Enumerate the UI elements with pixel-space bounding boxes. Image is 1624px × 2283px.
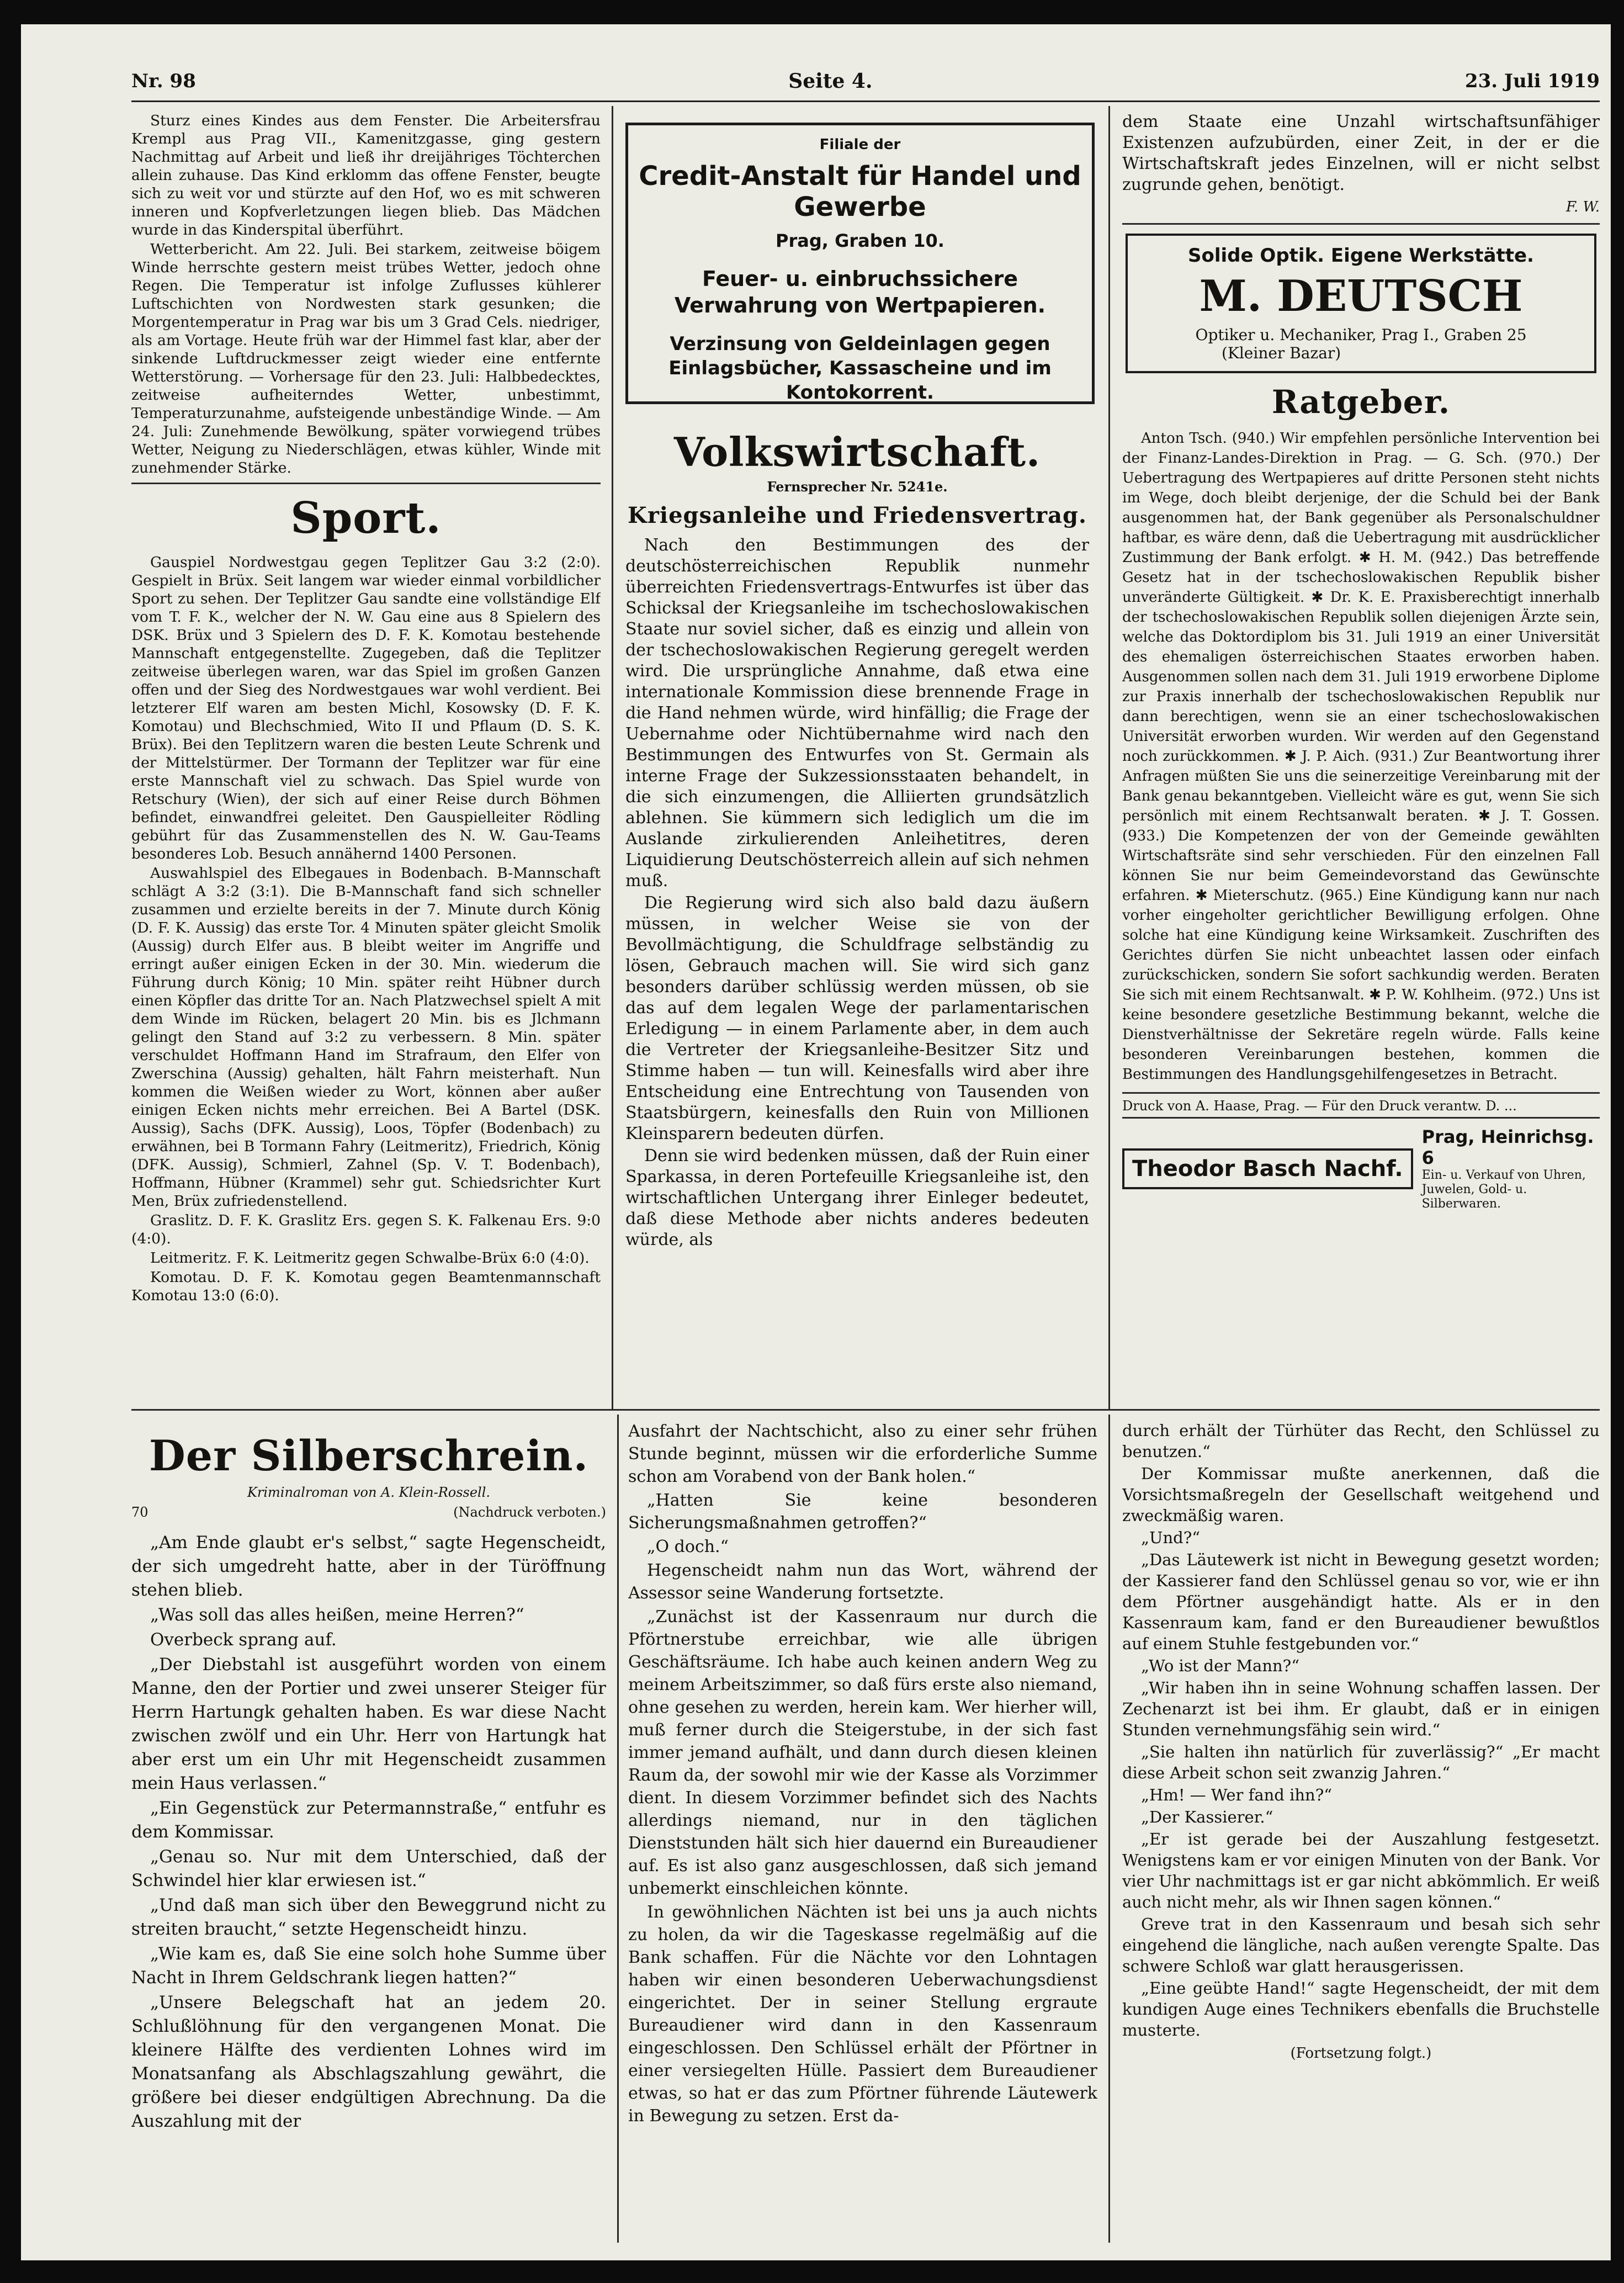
sport-report: Gauspiel Nordwestgau gegen Teplitzer Gau 3:2 (2:0). Gespielt in Brüx. Seit langem war wieder einmal vorbildlicher Sport zu sehen. Der Teplitzer Gau sandte eine vollständige Elf vom T. F. K., welcher der N. W. Gau eine aus 8 Spielern des DSK. Brüx und 3 Spielern des D. F. K. Komotau bestehende Mannschaft entgegenstellte. Zugegeben, daß die Teplitzer zeitweise überlegen waren, war das Spiel im großen Ganzen offen und der Sieg des Nordwestgaues war wohl verdient. Bei letzterer Elf waren am besten Michl, Kosowsky (D. F. K. Komotau) und Blechschmied, Wito II und Pflaum (D. S. K. Brüx). Bei den Teplitzern waren die besten Leute Schrenk und der Mittelstürmer. Der Tormann der Teplitzer war für eine erste Mannschaft viel zu schwach. Das Spiel wurde von Retschury (Wien), der sich auf einer Reise durch Böhmen befindet, einwandfrei geleitet. Den Gauspielleiter Rödling gebührt für das Zusammenstellen des N. W. Gau-Teams besonderes Lob. Besuch annähernd 1400 Personen. (131, 554, 601, 862)
story-paragraph: „Am Ende glaubt er's selbst,“ sagte Hegenscheidt, der sich umgedreht hatte, aber in der Türöffnung stehen blieb. (131, 1533, 606, 1600)
story-paragraph: „Wir haben ihn in seine Wohnung schaffen lassen. Der Zechenarzt ist bei ihm. Er glaubt, daß er in einigen Stunden vernehmungsfähig sein wird.“ (1122, 1678, 1600, 1739)
page-number: Seite 4. (788, 70, 873, 93)
ad-optik-address: Optiker u. Mechaniker, Prag I., Graben 25 (1195, 326, 1527, 344)
sport-result: Komotau. D. F. K. Komotau gegen Beamtenmannschaft Komotau 13:0 (6:0). (131, 1269, 601, 1304)
story-paragraph: „Der Diebstahl ist ausgeführt worden von einem Manne, den der Portier und zwei unserer Steiger für Herrn Hartungk gehalten haben. Es war diese Nacht zwischen zwölf und ein Uhr. Herr von Hartungk hat aber erst um ein Uhr mit Hegenscheidt zusammen mein Haus verlassen.“ (131, 1655, 606, 1793)
column-rule (617, 1415, 619, 2243)
divider (1122, 1092, 1600, 1094)
volkswirtschaft-heading: Volkswirtschaft. (673, 428, 1041, 475)
story-paragraph: „Sie halten ihn natürlich für zuverlässig?“ „Er macht diese Arbeit schon seit zwanzig Jahren.“ (1122, 1742, 1600, 1782)
issue-date: 23. Juli 1919 (1464, 70, 1600, 92)
ad-basch-wares: Ein- u. Verkauf von Uhren, Juwelen, Gold- u. Silberwaren. (1421, 1168, 1586, 1211)
story-paragraph: „Hatten Sie keine besonderen Sicherungsmaßnahmen getroffen?“ (628, 1491, 1097, 1533)
feuilleton-column-2 (628, 1420, 1097, 2237)
story-paragraph: Der Kommissar mußte anerkennen, daß die Vorsichtsmaßregeln der Gesellschaft weitgehend und zweckmäßig waren. (1122, 1464, 1600, 1525)
story-paragraph: In gewöhnlichen Nächten ist bei uns ja auch nichts zu holen, da wir die Tageskasse regelmäßig auf die Bank schaffen. Für die Nächte vor den Lohntagen haben wir einen besonderen Ueberwachungsdienst eingerichtet. Der in seiner Stellung ergraute Bureaudiener wird dann in den Kassenraum eingeschlossen. Den Schlüssel erhält der Pförtner in einer versiegelten Hülle. Passiert dem Bureaudiener etwas, so hat er das zum Pförtner führende Läutewerk in Bewegung zu setzen. Erst da- (628, 1903, 1097, 2126)
story-paragraph: „Er ist gerade bei der Auszahlung festgesetzt. Wenigstens kam er vor einigen Minuten von der Bank. Vor vier Uhr nachmittags ist er gar nicht abkömmlich. Er weiß auch nicht mehr, als wir Ihnen sagen können.“ (1122, 1830, 1600, 1911)
story-paragraph: „Genau so. Nur mit dem Unterschied, daß der Schwindel hier klar erwiesen ist.“ (131, 1847, 606, 1890)
reprint-note: (Nachdruck verboten.) (453, 1505, 606, 1520)
feuilleton-title: Der Silberschrein. (148, 1431, 589, 1480)
story-paragraph: „Unsere Belegschaft hat an jedem 20. Schlußlöhnung für den vergangenen Monat. Die kleinere Hälfte des verdienten Lohnes wird im Monatsanfang als Abschlagszahlung gewährt, die größere bei dieser endgültigen Abrechnung. Da die Auszahlung mit der (131, 1993, 606, 2131)
column-1-top (131, 112, 601, 1403)
ad-credit-interest: Verzinsung von Geldeinlagen gegen Einlagsbücher, Kassascheine und im Kontokorrent. (668, 333, 1052, 404)
ad-optik-location: (Kleiner Bazar) (1222, 344, 1341, 362)
article-paragraph: Die Regierung wird sich also bald dazu äußern müssen, in welcher Weise sie von der Bevollmächtigung, die Schuldfrage selbständig zu lösen, Gebrauch machen will. Sie wird sich ganz besonders darüber schlüssig werden müssen, ob sie das auf dem legalen Wege der parlamentarischen Erledigung — in einem Parlamente aber, in dem auch die Vertreter der Kriegsanleihe-Besitzer Sitz und Stimme haben — tun will. Keinesfalls wird aber ihre Entscheidung eine Entrechtung von Tausenden von Staatsbürgern, keinesfalls den Ruin von Millionen Kleinsparern bedeuten dürfen. (625, 893, 1089, 1143)
divider (1122, 1117, 1600, 1119)
masthead (131, 62, 1600, 102)
ad-optik-slogan: Solide Optik. Eigene Werkstätte. (1188, 245, 1534, 267)
news-item-weather: Wetterbericht. Am 22. Juli. Bei starkem, zeitweise böigem Winde herrschte gestern meist trübes Wetter, jedoch ohne Regen. Die Temperatur ist infolge Zuflusses kühlerer Luftschichten von Nordwesten stark gesunken; die Morgentemperatur in Prag war bis um 3 Grad Cels. niedriger, als am Vortage. Heute früh war der Himmel fast klar, aber der sinkende Luftdruckmesser zeigt wieder eine entfernte Wetterstörung. — Vorhersage für den 23. Juli: Halbbedecktes, zeitweise aufheiterndes Wetter, unbestimmt, Temperaturzunahme, aufsteigende unbeständige Winde. — Am 24. Juli: Zunehmende Bewölkung, später vorwiegend trübes Wetter, Neigung zu Niederschlägen, etwas kühler, Winde mit zunehmender Stärke. (131, 241, 601, 476)
divider (1122, 223, 1600, 225)
story-paragraph: „Und?“ (1141, 1528, 1201, 1547)
story-paragraph: „O doch.“ (647, 1537, 729, 1556)
column-rule (612, 106, 613, 1409)
author-signature: F. W. (1566, 199, 1600, 215)
story-paragraph: Hegenscheidt nahm nun das Wort, während der Assessor seine Wanderung fortsetzte. (628, 1561, 1097, 1603)
ad-credit-address: Prag, Graben 10. (776, 230, 944, 251)
ad-credit-name: Credit-Anstalt für Handel und Gewerbe (639, 161, 1081, 223)
story-paragraph: „Wo ist der Mann?“ (1141, 1656, 1300, 1675)
ad-basch-address: Prag, Heinrichsg. 6 (1421, 1126, 1594, 1168)
sport-heading: Sport. (290, 493, 442, 543)
ad-credit-line1: Filiale der (819, 136, 901, 153)
ad-optik-name: M. DEUTSCH (1199, 271, 1523, 321)
sport-result: Graslitz. D. F. K. Graslitz Ers. gegen S. K. Falkenau Ers. 9:0 (4:0). (131, 1212, 601, 1247)
imprint: Druck von A. Haase, Prag. — Für den Druck verantw. D. ... (1122, 1098, 1517, 1114)
divider (131, 483, 601, 484)
story-paragraph: „Das Läutewerk ist nicht in Bewegung gesetzt worden; der Kassierer fand den Schlüssel genau so vor, wie er ihn dem Pförtner ausgehändigt hatte. Als er in den Kassenraum kam, fand er den Bureaudiener bewußtlos auf einem Stuhle festgebunden vor.“ (1122, 1550, 1600, 1653)
story-paragraph: „Hm! — Wer fand ihn?“ (1141, 1786, 1333, 1804)
story-paragraph: durch erhält der Türhüter das Recht, den Schlüssel zu benutzen.“ (1122, 1421, 1600, 1461)
story-paragraph: Overbeck sprang auf. (150, 1630, 337, 1650)
story-paragraph: „Ein Gegenstück zur Petermannstraße,“ entfuhr es dem Kommissar. (131, 1798, 606, 1842)
feuilleton-byline: Kriminalroman von A. Klein-Rossell. (247, 1485, 491, 1500)
article-paragraph: Nach den Bestimmungen des der deutschösterreichischen Republik nunmehr überreichten Friedensvertrags-Entwurfes ist über das Schicksal der Kriegsanleihe im tschechoslowakischen Staate nur soviel sicher, daß es einzig und allein von der tschechoslowakischen Regierung geregelt werden wird. Die ursprüngliche Annahme, daß etwa eine internationale Kommission diese brennende Frage in die Hand nehmen würde, wird hinfällig; die Frage der Uebernahme oder Nichtübernahme wird nach den Bestimmungen des Entwurfes von St. Germain als interne Frage der Sukzessionsstaaten behandelt, in die sich einzumengen, die Alliierten grundsätzlich ablehnen. Sie kümmern sich lediglich um die im Auslande zirkulierenden Anleihetitres, deren Liquidierung Deutschösterreich allein auf sich nehmen muß. (625, 536, 1089, 891)
installment-number: 70 (131, 1505, 148, 1520)
article-continuation: dem Staate eine Unzahl wirtschaftsunfähiger Existenzen aufzubürden, einer Zeit, in der er die Wirtschaftskraft jedes Einzelnen, will er nicht selbst zugrunde gehen, benötigt. (1122, 112, 1600, 194)
story-paragraph: „Zunächst ist der Kassenraum nur durch die Pförtnerstube erreichbar, wie alle übrigen Geschäftsräume. Ich habe auch keinen andern Weg zu meinem Arbeitszimmer, so daß fürs erste also niemand, ohne gesehen zu werden, herein kam. Wer hierher will, muß ferner durch die Steigerstube, in der sich fast immer jemand aufhält, und dann durch diesen kleinen Raum da, der sowohl mir wie der Kasse als Vorzimmer dient. In diesem Vorzimmer befindet sich des Nachts allerdings niemand, nur in den täglichen Dienststunden hält sich hier dauernd ein Bureaudiener auf. Es ist also ganz ausgeschlossen, daß sich jemand unbemerkt einschleichen könnte. (628, 1607, 1097, 1898)
sport-report: Auswahlspiel des Elbegaues in Bodenbach. B-Mannschaft schlägt A 3:2 (3:1). Die B-Mannschaft fand sich schneller zusammen und erzielte bereits in der 7. Minute durch König (D. F. K. Aussig) das erste Tor. 4 Minuten später gleicht Smolik (Aussig) durch Elfer aus. B bleibt weiter im Angriffe und erringt außer einigen Ecken in der 30. Min. wiederum die Führung durch König; 10 Min. später reiht Hübner durch einen Köpfler das dritte Tor an. Nach Platzwechsel spielt A mit dem Winde im Rücken, belagert 20 Min. bis es Jlchmann gelingt den Stand auf 3:2 zu verbessern. 8 Min. später verschuldet Hoffmann Hand im Strafraum, den Elfer von Zwerschina (Aussig) gehalten, hält Fahrn meisterhaft. Nun kommen die Weißen wieder zu Wort, können aber außer einigen Ecken nichts mehr erreichen. Bei A Bartel (DSK. Aussig), Sachs (DFK. Aussig), Loos, Töpfer (Bodenbach) zu erwähnen, bei B Tormann Fahry (Leitmeritz), Friedrich, König (DFK. Aussig), Schmierl, Zahnel (Sp. V. T. Bodenbach), Hoffmann, Hübner (Krammel) sehr gut. Schiedsrichter Kurt Men, Brüx zufriedenstellend. (131, 865, 601, 1210)
ad-credit-service: Feuer- u. einbruchssichere Verwahrung von Wertpapieren. (674, 267, 1046, 317)
news-item-child-fall: Sturz eines Kindes aus dem Fenster. Die Arbeitersfrau Krempl aus Prag VII., Kamenitzgasse, ging gestern Nachmittag auf Arbeit und ließ ihr dreijähriges Töchterchen allein zuhause. Das Kind erklomm das offene Fenster, beugte sich zu weit vor und stürzte auf den Hof, wo es mit schweren inneren und Kopfverletzungen liegen blieb. Das Mädchen wurde in das Kinderspital überführt. (131, 112, 601, 239)
ad-credit-anstalt (625, 123, 1095, 404)
story-paragraph: „Eine geübte Hand!“ sagte Hegenscheidt, der mit dem kundigen Auge eines Technikers ebenfalls die Bruchstelle musterte. (1122, 1979, 1600, 2040)
section-rule (131, 1409, 1600, 1411)
continuation-note: (Fortsetzung folgt.) (1290, 2045, 1432, 2062)
ad-optik-deutsch (1126, 234, 1596, 373)
story-paragraph: „Der Kassierer.“ (1141, 1808, 1273, 1826)
story-paragraph: Greve trat in den Kassenraum und besah sich sehr eingehend die längliche, nach außen verengte Spalte. Das schwere Schloß war glatt herausgerissen. (1122, 1915, 1600, 1975)
column-rule (1108, 106, 1110, 1409)
issue-number: Nr. 98 (131, 70, 196, 92)
ratgeber-text: Anton Tsch. (940.) Wir empfehlen persönliche Intervention bei der Finanz-Landes-Direktion in Prag. — G. Sch. (970.) Der Uebertragung des Wertpapieres auf dritte Personen steht nichts im Wege, doch bleibt derjenige, der die Schuld bei der Bank ausgenommen hat, der Bank gegenüber als Personalschuldner haftbar, es wäre denn, daß die Uebertragung mit ausdrücklicher Zustimmung der Bank erfolgt. ✱ H. M. (942.) Das betreffende Gesetz hat in der tschechoslowakischen Republik bisher unveränderte Gültigkeit. ✱ Dr. K. E. Praxisberechtigt innerhalb der tschechoslowakischen Republik sollen diejenigen Ärzte sein, welche das Doktordiplom bis 31. Juli 1919 an einer Universität des ehemaligen österreichischen Staates erworben haben. Ausgenommen sollen nach dem 31. Juli 1919 erworbene Diplome zur Praxis innerhalb der tschechoslowakischen Republik nur dann berechtigen, wenn sie an einer tschechoslowakischen Universität erworben wurden. Wir werden auf den Gegenstand noch zurückkommen. ✱ J. P. Aich. (931.) Zur Beantwortung ihrer Anfragen müßten Sie uns die seinerzeitige Vereinbarung mit der Bank genau bekanntgeben. Vielleicht wäre es gut, wenn Sie sich persönlich mit einem Rechtsanwalt beraten. ✱ J. T. Gossen. (933.) Die Kompetenzen der von der Gemeinde gewählten Wirtschaftsräte sind sehr verschieden. Für den einzelnen Fall können Sie nur beim Gemeindevorstand das Gewünschte erfahren. ✱ Mieterschutz. (965.) Eine Kündigung kann nur nach vorher eingeholter gerichtlicher Bewilligung erfolgen. Ohne solche hat eine Kündigung keine Wirksamkeit. Zuschriften des Gerichtes dürfen Sie nicht unbeachtet lassen oder einfach zurückschicken, sondern Sie sofort sachkundig werden. Beraten Sie sich mit einem Rechtsanwalt. ✱ P. W. Kohlheim. (972.) Uns ist keine besondere gesetzliche Bestimmung bekannt, welche die Dienstverhältnisse der Sekretäre regeln würde. Falls keine besonderen Vereinbarungen bestehen, kommen die Bestimmungen des Handlungsgehilfengesetzes in Betracht. (1122, 430, 1600, 1083)
story-paragraph: „Wie kam es, daß Sie eine solch hohe Summe über Nacht in Ihrem Geldschrank liegen hatten?“ (131, 1944, 606, 1988)
newspaper-page (21, 24, 1611, 2260)
feuilleton-column-3 (1122, 1420, 1600, 2237)
feuilleton-meta (131, 1505, 606, 1520)
sport-result: Leitmeritz. F. K. Leitmeritz gegen Schwalbe-Brüx 6:0 (4:0). (150, 1249, 590, 1267)
column-2-top (625, 415, 1089, 1403)
feuilleton-column-1 (131, 1420, 606, 2237)
page-content (131, 62, 1600, 2248)
story-paragraph: „Und daß man sich über den Beweggrund nicht zu streiten braucht,“ setzte Hegenscheidt hinzu. (131, 1895, 606, 1939)
column-3-top (1122, 112, 1600, 1403)
ratgeber-heading: Ratgeber. (1271, 383, 1451, 421)
column-rule (1108, 1415, 1110, 2243)
story-paragraph: Ausfahrt der Nachtschicht, also zu einer sehr frühen Stunde beginnt, müssen wir die erforderliche Summe schon am Vorabend von der Bank holen.“ (628, 1422, 1097, 1486)
article-subtitle: Kriegsanleihe und Friedensvertrag. (628, 502, 1087, 528)
ad-theodor-basch (1122, 1126, 1600, 1211)
article-paragraph: Denn sie wird bedenken müssen, daß der Ruin einer Sparkassa, in deren Portefeuille Kriegsanleihe ist, den wirtschaftlichen Untergang ihrer Einleger bedeutet, daß diese Methode aber nichts anderes bedeuten würde, als (625, 1146, 1089, 1249)
phone-number: Fernsprecher Nr. 5241e. (767, 479, 948, 495)
ad-basch-name: Theodor Basch Nachf. (1122, 1148, 1413, 1189)
story-paragraph: „Was soll das alles heißen, meine Herren?“ (150, 1605, 524, 1625)
